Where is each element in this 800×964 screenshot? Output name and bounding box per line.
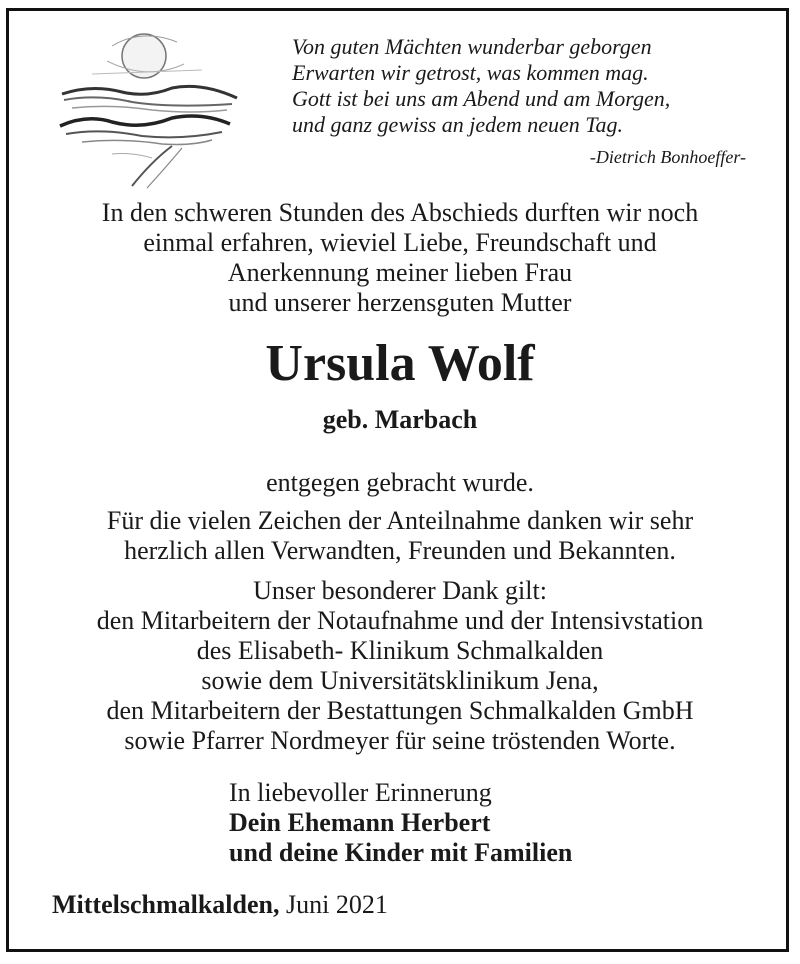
place: Mittelschmalkalden, bbox=[52, 890, 280, 919]
received-text: entgegen gebracht wurde. bbox=[266, 468, 534, 497]
intro-text bbox=[20, 198, 780, 318]
special-thanks-line: sowie dem Universitätsklinikum Jena, bbox=[201, 666, 599, 695]
poem-author: -Dietrich Bonhoeffer- bbox=[589, 147, 746, 167]
special-thanks-line: sowie Pfarrer Nordmeyer für seine tröstenden Worte. bbox=[124, 726, 676, 755]
husband-line: Dein Ehemann Herbert bbox=[229, 808, 491, 837]
poem-line: Von guten Mächten wunderbar geborgen bbox=[292, 34, 652, 59]
thanks-text bbox=[20, 506, 780, 566]
date: Juni 2021 bbox=[286, 890, 388, 919]
signature-block bbox=[229, 778, 572, 868]
poem bbox=[292, 34, 762, 138]
deceased-name: Ursula Wolf bbox=[265, 335, 535, 392]
special-thanks bbox=[20, 576, 780, 756]
special-thanks-line: den Mitarbeitern der Bestattungen Schmalkalden GmbH bbox=[106, 696, 694, 725]
poem-line: Erwarten wir getrost, was kommen mag. bbox=[292, 60, 649, 85]
intro-line: einmal erfahren, wieviel Liebe, Freundschaft und bbox=[143, 228, 657, 257]
intro-line: In den schweren Stunden des Abschieds durften wir noch bbox=[101, 198, 699, 227]
place-date bbox=[52, 890, 388, 920]
children-line: und deine Kinder mit Familien bbox=[229, 838, 573, 867]
special-thanks-line: den Mitarbeitern der Notaufnahme und der Intensivstation bbox=[96, 606, 704, 635]
thanks-line: herzlich allen Verwandten, Freunden und Bekannten. bbox=[124, 536, 676, 565]
sun-over-landscape-sketch-icon bbox=[52, 26, 252, 191]
intro-line: Anerkennung meiner lieben Frau bbox=[227, 258, 573, 287]
poem-line: Gott ist bei uns am Abend und am Morgen, bbox=[292, 86, 671, 111]
thanks-line: Für die vielen Zeichen der Anteilnahme danken wir sehr bbox=[106, 506, 694, 535]
poem-line: und ganz gewiss an jedem neuen Tag. bbox=[292, 112, 624, 137]
special-thanks-line: des Elisabeth- Klinikum Schmalkalden bbox=[196, 636, 604, 665]
special-thanks-line: Unser besonderer Dank gilt: bbox=[253, 576, 547, 605]
maiden-name: geb. Marbach bbox=[322, 405, 478, 434]
memory-line: In liebevoller Erinnerung bbox=[229, 778, 492, 807]
intro-line: und unserer herzensguten Mutter bbox=[228, 288, 572, 317]
